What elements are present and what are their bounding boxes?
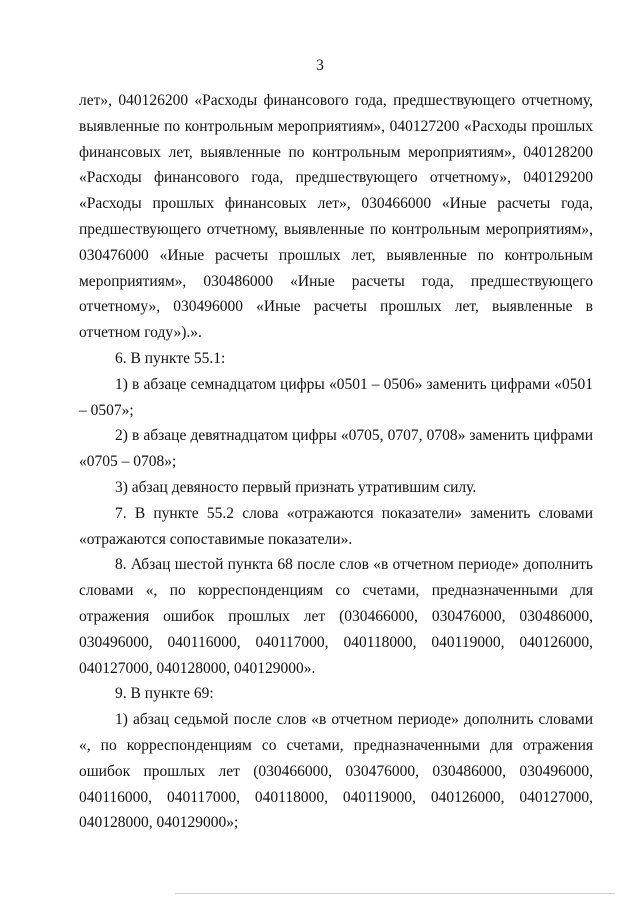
paragraph-item-9: 9. В пункте 69:: [115, 685, 214, 703]
bottom-edge-line: [175, 893, 615, 894]
paragraph-item-9-1: 1) абзац седьмой после слов «в отчетном периоде» дополнить словами «, по корреспонденциям со счетами, предназначенными для отражения ошибок прошлых лет (030466000, 030476000, 030486000, 030496000, 040116000, 040117000, 040118000, 040119000, 040126000, 040127000, 040128000, 040129000»;: [79, 711, 593, 832]
page-number: 3: [316, 57, 324, 74]
paragraph-item-6-2: 2) в абзаце девятнадцатом цифры «0705, 0707, 0708» заменить цифрами «0705 – 0708»;: [79, 427, 593, 471]
paragraph-item-8: 8. Абзац шестой пункта 68 после слов «в отчетном периоде» дополнить словами «, по корреспонденциям со счетами, предназначенными для отражения ошибок прошлых лет (030466000, 030476000, 030486000, 030496000, 040116000, 040117000, 040118000, 040119000, 040126000, 040127000, 040128000, 040129000».: [79, 556, 593, 677]
paragraph-item-7: 7. В пункте 55.2 слова «отражаются показатели» заменить словами «отражаются сопоставимые показатели».: [79, 504, 593, 548]
paragraph-continuation: лет», 040126200 «Расходы финансового года, предшествующего отчетному, выявленные по контрольным мероприятиям», 040127200 «Расходы прошлых финансовых лет, выявленные по контрольным мероприятиям», 040128200 «Расходы финансового года, предшествующего отчетному», 040129200 «Расходы прошлых финансовых лет», 030466000 «Иные расчеты года, предшествующего отчетному, выявленные по контрольным мероприятиям», 030476000 «Иные расчеты прошлых лет, выявленные по контрольным мероприятиям», 030486000 «Иные расчеты года, предшествующего отчетному», 030496000 «Иные расчеты прошлых лет, выявленные в отчетном году»).».: [79, 92, 593, 342]
document-body: [79, 88, 593, 836]
paragraph-item-6-3: 3) абзац девяносто первый признать утратившим силу.: [115, 478, 477, 496]
paragraph-item-6-1: 1) в абзаце семнадцатом цифры «0501 – 0506» заменить цифрами «0501 – 0507»;: [79, 375, 593, 419]
paragraph-item-6: 6. В пункте 55.1:: [115, 349, 226, 367]
